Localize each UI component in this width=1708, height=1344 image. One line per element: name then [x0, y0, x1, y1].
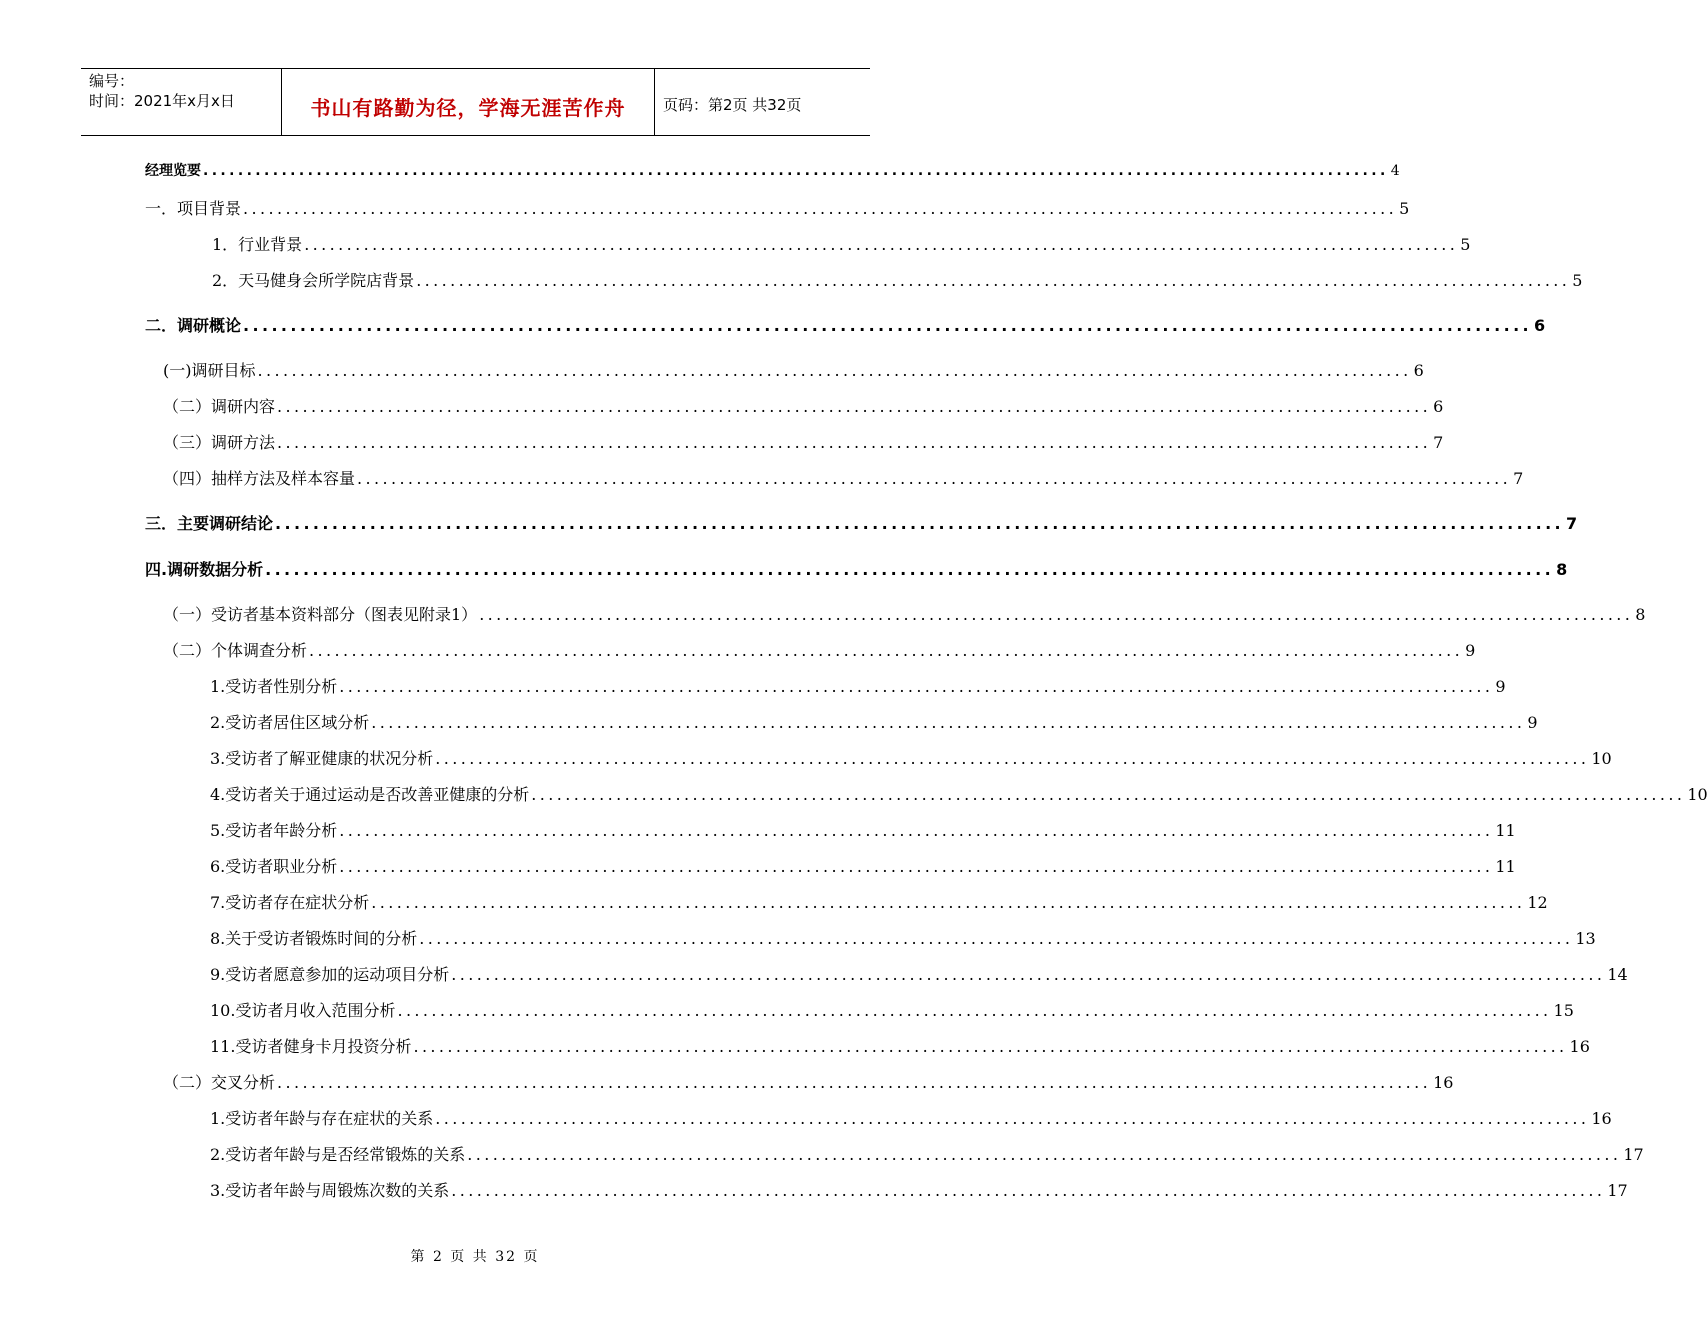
toc-leader: ........................................................................................................................................ [257, 361, 1412, 380]
toc-entry[interactable] [210, 1106, 1612, 1130]
toc-entry-title: 3.受访者年龄与周锻炼次数的关系 [210, 1181, 450, 1200]
toc-entry[interactable] [212, 268, 1583, 292]
toc-entry[interactable] [210, 818, 1516, 842]
toc-entry-page: 17 [1623, 1145, 1644, 1164]
toc-leader: ........................................................................................................................................ [451, 1181, 1606, 1200]
toc-entry-title: 经理览要 [145, 163, 201, 179]
toc-entry-title: 三．主要调研结论 [145, 514, 274, 533]
toc-entry[interactable] [210, 1034, 1590, 1058]
page-header [81, 68, 870, 136]
toc-leader: ........................................................................................................................................ [479, 605, 1634, 624]
toc-leader: ........................................................................................................................................ [435, 749, 1590, 768]
toc-entry-title: 9.受访者愿意参加的运动项目分析 [210, 965, 450, 984]
toc-entry-page: 6 [1534, 316, 1546, 335]
toc-entry-page: 10 [1687, 785, 1708, 804]
toc-entry-page: 5 [1460, 235, 1471, 254]
toc-entry-title: 4.受访者关于通过运动是否改善亚健康的分析 [210, 785, 530, 804]
toc-leader: ........................................................................................................................................ [357, 469, 1512, 488]
toc-entry[interactable] [163, 358, 1424, 382]
toc-leader: ........................................................................................................................................ [277, 397, 1432, 416]
toc-entry-page: 16 [1433, 1073, 1454, 1092]
toc-entry-page: 14 [1607, 965, 1628, 984]
toc-entry[interactable] [210, 1178, 1628, 1202]
toc-entry-title: 2.受访者居住区域分析 [210, 713, 370, 732]
toc-entry-title: 5.受访者年龄分析 [210, 821, 338, 840]
toc-leader: ........................................................................................................................................ [339, 821, 1494, 840]
toc-entry-page: 9 [1465, 641, 1476, 660]
toc-entry-page: 16 [1569, 1037, 1590, 1056]
toc-entry-page: 6 [1433, 397, 1444, 416]
toc-entry-title: （二）个体调查分析 [163, 641, 308, 660]
toc-entry-page: 5 [1399, 199, 1410, 218]
toc-entry-title: 1.受访者性别分析 [210, 677, 338, 696]
page-footer: 第 2 页 共 32 页 [410, 1249, 540, 1265]
toc-leader: ........................................................................................................................................ [467, 1145, 1622, 1164]
toc-entry-title: 3.受访者了解亚健康的状况分析 [210, 749, 434, 768]
toc-leader: ........................................................................................................................................ [413, 1037, 1568, 1056]
toc-entry-page: 17 [1607, 1181, 1628, 1200]
toc-entry-page: 7 [1433, 433, 1444, 452]
toc-leader: ........................................................................................................................................ [339, 677, 1494, 696]
toc-entry-title: 1.受访者年龄与存在症状的关系 [210, 1109, 434, 1128]
toc-entry-title: （三）调研方法 [163, 433, 276, 452]
toc-entry[interactable] [163, 638, 1476, 662]
toc-entry[interactable] [163, 430, 1444, 454]
toc-entry-title: （一）受访者基本资料部分（图表见附录1） [163, 605, 478, 624]
toc-entry-title: 6.受访者职业分析 [210, 857, 338, 876]
toc-leader: ........................................................................................................................................ [277, 1073, 1432, 1092]
toc-entry-title: （二）调研内容 [163, 397, 276, 416]
toc-entry-title: 2．天马健身会所学院店背景 [212, 271, 415, 290]
toc-entry-title: 8.关于受访者锻炼时间的分析 [210, 929, 418, 948]
toc-entry[interactable] [163, 394, 1444, 418]
header-motto: 书山有路勤为径，学海无涯苦作舟 [282, 69, 655, 136]
toc-entry[interactable] [210, 962, 1628, 986]
toc-entry-page: 13 [1575, 929, 1596, 948]
toc-entry-page: 9 [1495, 677, 1506, 696]
toc-entry[interactable] [163, 602, 1646, 626]
toc-entry[interactable] [163, 466, 1524, 490]
toc-entry-page: 15 [1553, 1001, 1574, 1020]
toc-entry[interactable] [210, 926, 1596, 950]
toc-leader: ........................................................................................................................................ [265, 560, 1555, 579]
header-page-info: 页码：第2页 共32页 [663, 96, 802, 114]
toc-entry-page: 7 [1513, 469, 1524, 488]
toc-entry-title: 10.受访者月收入范围分析 [210, 1001, 396, 1020]
toc-leader: ........................................................................................................................................ [304, 235, 1459, 254]
toc-entry-page: 7 [1566, 514, 1578, 533]
toc-leader: ........................................................................................................................................ [203, 163, 1389, 179]
toc-entry[interactable] [210, 674, 1506, 698]
toc-entry[interactable] [210, 710, 1538, 734]
toc-entry-title: （四）抽样方法及样本容量 [163, 469, 356, 488]
toc-entry[interactable] [210, 782, 1708, 806]
toc-leader: ........................................................................................................................................ [371, 713, 1526, 732]
toc-leader: ........................................................................................................................................ [243, 199, 1398, 218]
toc-entry[interactable] [145, 160, 1400, 184]
toc-leader: ........................................................................................................................................ [451, 965, 1606, 984]
toc-entry-title: 2.受访者年龄与是否经常锻炼的关系 [210, 1145, 466, 1164]
toc-entry-page: 4 [1390, 163, 1400, 179]
toc-entry-title: 7.受访者存在症状分析 [210, 893, 370, 912]
toc-entry[interactable] [210, 746, 1612, 770]
toc-entry[interactable] [145, 313, 1546, 337]
toc-entry-page: 6 [1413, 361, 1424, 380]
toc-leader: ........................................................................................................................................ [416, 271, 1571, 290]
toc-entry-page: 12 [1527, 893, 1548, 912]
header-number: 编号： [89, 72, 135, 90]
toc-entry[interactable] [212, 232, 1471, 256]
toc-entry-title: 四.调研数据分析 [145, 560, 264, 579]
toc-entry-page: 5 [1572, 271, 1583, 290]
toc-entry[interactable] [145, 557, 1568, 581]
toc-leader: ........................................................................................................................................ [397, 1001, 1552, 1020]
toc-entry-page: 10 [1591, 749, 1612, 768]
toc-leader: ........................................................................................................................................ [339, 857, 1494, 876]
toc-entry[interactable] [210, 998, 1574, 1022]
toc-entry-page: 9 [1527, 713, 1538, 732]
header-time: 时间：2021年x月x日 [89, 92, 235, 110]
toc-entry-title: 二．调研概论 [145, 316, 242, 335]
toc-entry-page: 8 [1635, 605, 1646, 624]
toc-entry-page: 8 [1556, 560, 1568, 579]
toc-leader: ........................................................................................................................................ [275, 514, 1565, 533]
toc-entry[interactable] [145, 511, 1578, 535]
toc-entry-title: 一．项目背景 [145, 199, 242, 218]
toc-entry-page: 11 [1495, 857, 1516, 876]
toc-leader: ........................................................................................................................................ [435, 1109, 1590, 1128]
toc-entry-page: 11 [1495, 821, 1516, 840]
toc-leader: ........................................................................................................................................ [531, 785, 1686, 804]
toc-leader: ........................................................................................................................................ [277, 433, 1432, 452]
toc-entry[interactable] [210, 1142, 1644, 1166]
toc-entry-title: (一)调研目标 [163, 361, 256, 380]
toc-leader: ........................................................................................................................................ [371, 893, 1526, 912]
toc-entry[interactable] [145, 196, 1410, 220]
toc-entry[interactable] [210, 854, 1516, 878]
toc-leader: ........................................................................................................................................ [419, 929, 1574, 948]
header-meta [81, 69, 282, 136]
toc-leader: ........................................................................................................................................ [309, 641, 1464, 660]
toc-entry-page: 16 [1591, 1109, 1612, 1128]
toc-entry[interactable] [163, 1070, 1454, 1094]
toc-entry-title: 11.受访者健身卡月投资分析 [210, 1037, 412, 1056]
toc-entry[interactable] [210, 890, 1548, 914]
toc-entry-title: （二）交叉分析 [163, 1073, 276, 1092]
toc-leader: ........................................................................................................................................ [243, 316, 1533, 335]
toc-entry-title: 1．行业背景 [212, 235, 303, 254]
